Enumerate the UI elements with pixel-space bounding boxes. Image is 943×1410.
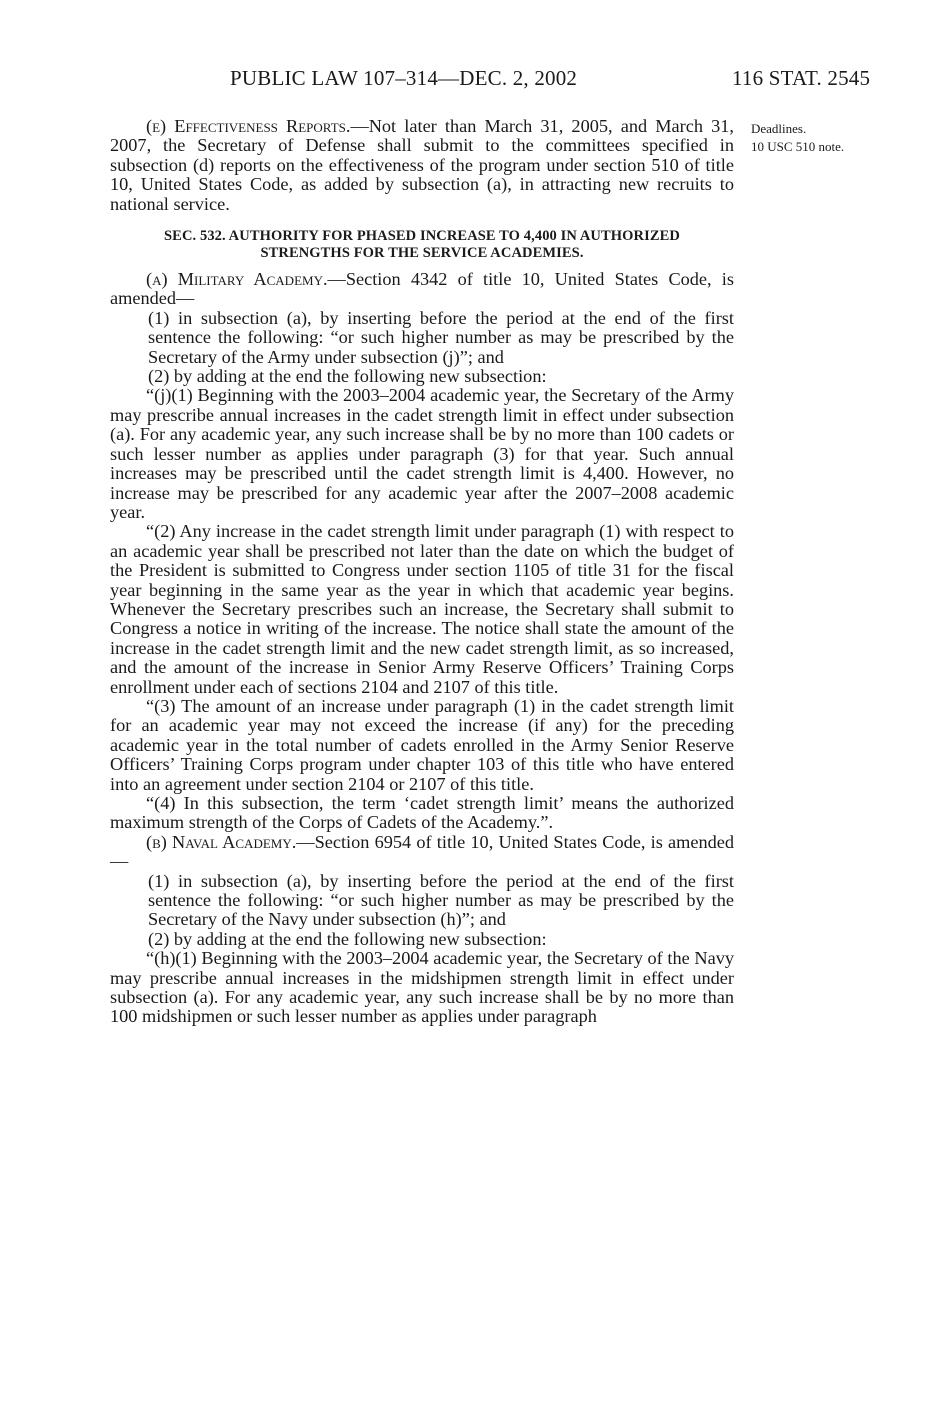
- running-head-title: PUBLIC LAW 107–314—DEC. 2, 2002: [230, 66, 578, 90]
- subsection-a-intro: [110, 270, 734, 309]
- margin-note-usc: 10 USC 510 note.: [751, 139, 845, 154]
- subsection-b-intro: [110, 833, 734, 872]
- section-heading-line-2: STRENGTHS FOR THE SERVICE ACADEMIES.: [260, 245, 584, 262]
- subsection-h-paragraph-1: “(h)(1) Beginning with the 2003–2004 academic year, the Secretary of the Navy may prescribe annual increases in the midshipmen strength limit in effect under subsection (a). For any academic year, any such increase shall be by no more than 100 midshipmen or such lesser number as applies under paragraph: [110, 948, 734, 1027]
- section-532-heading: [110, 228, 734, 262]
- subsection-j-paragraph-4: “(4) In this subsection, the term ‘cadet strength limit’ means the authorized maximum strength of the Corps of Cadets of the Academy.”.: [110, 793, 734, 833]
- subsection-b-clause-2: (2) by adding at the end the following new subsection:: [148, 928, 547, 949]
- subsection-b-intro-text: —Section 6954 of title 10, United States Code, is amended—: [110, 831, 734, 872]
- page-header: [0, 66, 943, 94]
- subsection-j-paragraph-3: “(3) The amount of an increase under paragraph (1) in the cadet strength limit for an academic year may not exceed the increase (if any) for the preceding academic year in the total number of cadets enrolled in the Army Senior Reserve Officers’ Training Corps program under chapter 103 of this title who have entered into an agreement under section 2104 or 2107 of this title.: [110, 695, 734, 794]
- subsection-a-intro-text: —Section 4342 of title 10, United States Code, is amended—: [110, 269, 734, 309]
- subsection-e-paragraph: [110, 117, 734, 214]
- document-body: [110, 117, 734, 1027]
- statute-page-number: 116 STAT. 2545: [732, 66, 871, 90]
- subsection-e-label: (e) Effectiveness Reports.: [146, 116, 351, 136]
- subsection-j-paragraph-1: “(j)(1) Beginning with the 2003–2004 academic year, the Secretary of the Army may prescribe annual increases in the cadet strength limit in effect under subsection (a). For any academic year, any such increase shall be by no more than 100 cadets or such lesser number as applies under paragraph (3) for that year. Such annual increases may be prescribed until the cadet strength limit is 4,400. However, no increase may be prescribed for any academic year after the 2007–2008 academic year.: [110, 385, 734, 522]
- subsection-a-clause-2: (2) by adding at the end the following new subsection:: [148, 366, 547, 387]
- subsection-a-label: (a) Military Academy.: [146, 269, 328, 290]
- margin-notes: [751, 120, 931, 156]
- subsection-a-clause-1: (1) in subsection (a), by inserting before the period at the end of the first sentence the following: “or such higher number as may be prescribed by the Secretary of the Army under subsection (j)”; and: [148, 307, 734, 367]
- subsection-b-label: (b) Naval Academy.: [146, 831, 297, 852]
- section-heading-line-1: SEC. 532. AUTHORITY FOR PHASED INCREASE TO 4,400 IN AUTHORIZED: [164, 228, 680, 245]
- margin-note-deadlines: Deadlines.: [751, 121, 807, 136]
- subsection-b-clause-1: (1) in subsection (a), by inserting before the period at the end of the first sentence the following: “or such higher number as may be prescribed by the Secretary of the Navy under subsection (h)”; and: [148, 870, 734, 930]
- subsection-e-text: —Not later than March 31, 2005, and March 31, 2007, the Secretary of Defense shall submit to the committees specified in subsection (d) reports on the effectiveness of the program under section 510 of title 10, United States Code, as added by subsection (a), in attracting new recruits to national service.: [110, 116, 734, 214]
- subsection-j-paragraph-2: “(2) Any increase in the cadet strength limit under paragraph (1) with respect to an academic year shall be prescribed not later than the date on which the budget of the President is submitted to Congress under section 1105 of title 31 for the fiscal year beginning in the same year as the year in which that academic year begins. Whenever the Secretary prescribes such an increase, the Secretary shall submit to Congress a notice in writing of the increase. The notice shall state the amount of the increase in the cadet strength limit and the new cadet strength limit, as so increased, and the amount of the increase in Senior Army Reserve Officers’ Training Corps enrollment under each of sections 2104 and 2107 of this title.: [110, 521, 734, 697]
